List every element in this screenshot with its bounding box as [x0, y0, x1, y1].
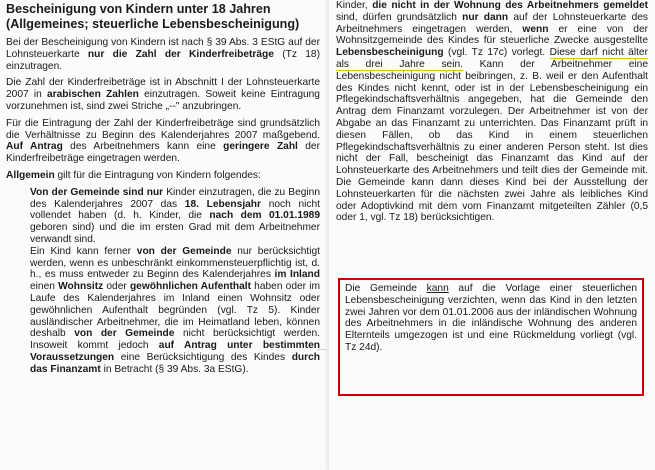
- page-fold: [326, 0, 329, 470]
- paragraph-intro: Bei der Bescheinigung von Kindern ist nach § 39 Abs. 3 EStG auf der Lohnsteuerkarte nur die Zahl der Kinderfreibeträge (Tz 18) einzutragen.: [6, 37, 320, 72]
- paragraph-municipality-children: Von der Gemeinde sind nur Kinder einzutragen, die zu Beginn des Kalenderjahres 2007 das 18. Lebensjahr noch nicht vollendet haben (d. h. Kinder, die nach dem 01.01.1989 geboren sind) und die im ersten Grad mit dem Arbeitnehmer verwandt sind.: [30, 186, 321, 245]
- left-column: [6, 0, 320, 376]
- scan-artifact-mark: ⌒: [316, 348, 329, 362]
- paragraph-tax-liability: Ein Kind kann ferner von der Gemeinde nur berücksichtigt werden, wenn es unbeschränkt einkommensteuerpflichtig ist, d. h., es muss entweder zu Beginn des Kalenderjahres im Inland einen Wohnsitz oder gewöhnlichen Aufenthalt haben oder im Laufe des Kalenderjahres im Inland einen Wohnsitz oder gewöhnlichen Aufenthalt begründen (vgl. Tz 5). Kinder ausländischer Arbeitnehmer, die im Heimatland leben, können deshalb von der Gemeinde nicht berücksichtigt werden. Insoweit kommt jedoch auf Antrag unter bestimmten Voraussetzungen eine Berücksichtigung des Kindes durch das Finanzamt in Betracht (§ 39 Abs. 3a EStG).: [30, 245, 321, 375]
- underlined-word-kann: kann: [426, 283, 449, 294]
- right-column: [336, 0, 648, 229]
- section-heading: Bescheinigung von Kindern unter 18 Jahren (Allgemeines; steuerliche Lebensbescheinigung): [6, 2, 300, 31]
- paragraph-arabic-numbers: Die Zahl der Kinderfreibeträge ist in Abschnitt I der Lohnsteuerkarte 2007 in arabischen Zahlen einzutragen. Soweit keine Eintragung vorzunehmen ist, sind zwei Striche „--" anzubringen.: [6, 77, 320, 112]
- paragraph-life-certificate: Kinder, die nicht in der Wohnung des Arbeitnehmers gemeldet sind, dürfen grundsätzlich nur dann auf der Lohnsteuerkarte des Arbeitnehmers eingetragen werden, wenn er eine von der Wohnsitzgemeinde des Kindes für steuerliche Zwecke ausgestellte Lebensbescheinigung (vgl. Tz 17c) vorlegt. Diese darf nicht älter als drei Jahre sein. Kann der Arbeitnehmer eine Lebensbescheinigung nicht beibringen, z. B. weil er den Aufenthalt des Kindes nicht kennt, oder ist in der Lebensbescheinigung ein Pflegekindschaftsverhältnis angegeben, hat die Gemeinde den Antrag dem Finanzamt vorzulegen. Der Arbeitnehmer ist von der Abgabe an das Finanzamt zu unterrichten. Das Finanzamt prüft in diesen Fällen, ob das Kind in einem steuerlichen Pflegekindschaftsverhältnis zu einer anderen Person steht. Ist dies nicht der Fall, bescheinigt das Finanzamt das Kind auf der Lohnsteuerkarte des Arbeitnehmers und teilt dies der Gemeinde mit. Die Gemeinde kann dann dieses Kind bei der Ausstellung der Lohnsteuerkarten für die nächsten zwei Jahre als leibliches Kind oder Adoptivkind mit dem vom Finanzamt mitgeteilten Zähler (0,5 oder 1, vgl. Tz 18) berücksichtigen.: [336, 0, 649, 224]
- paragraph-general: Allgemein gilt für die Eintragung von Kindern folgendes:: [6, 169, 261, 181]
- paragraph-reference-date: Für die Eintragung der Zahl der Kinderfreibeträge sind grundsätzlich die Verhältnisse zu Beginn des Kalenderjahres 2007 maßgebend. Auf Antrag des Arbeitnehmers kann eine geringere Zahl der Kinderfreibeträge eingetragen werden.: [6, 117, 320, 165]
- highlighted-validity-note: Diese darf nicht älter als drei Jahre sein.: [336, 47, 648, 70]
- red-boxed-paragraph: Die Gemeinde kann auf die Vorlage einer steuerlichen Lebensbescheinigung verzichten, wenn das Kind in den letzten zwei Jahren vor dem 01.01.2006 aus der inländischen Wohnung des Arbeitnehmers in die inländische Wohnung des anderen Elternteils umgezogen ist und eine Rückmeldung vorliegt (vgl. Tz 24d).: [338, 278, 644, 396]
